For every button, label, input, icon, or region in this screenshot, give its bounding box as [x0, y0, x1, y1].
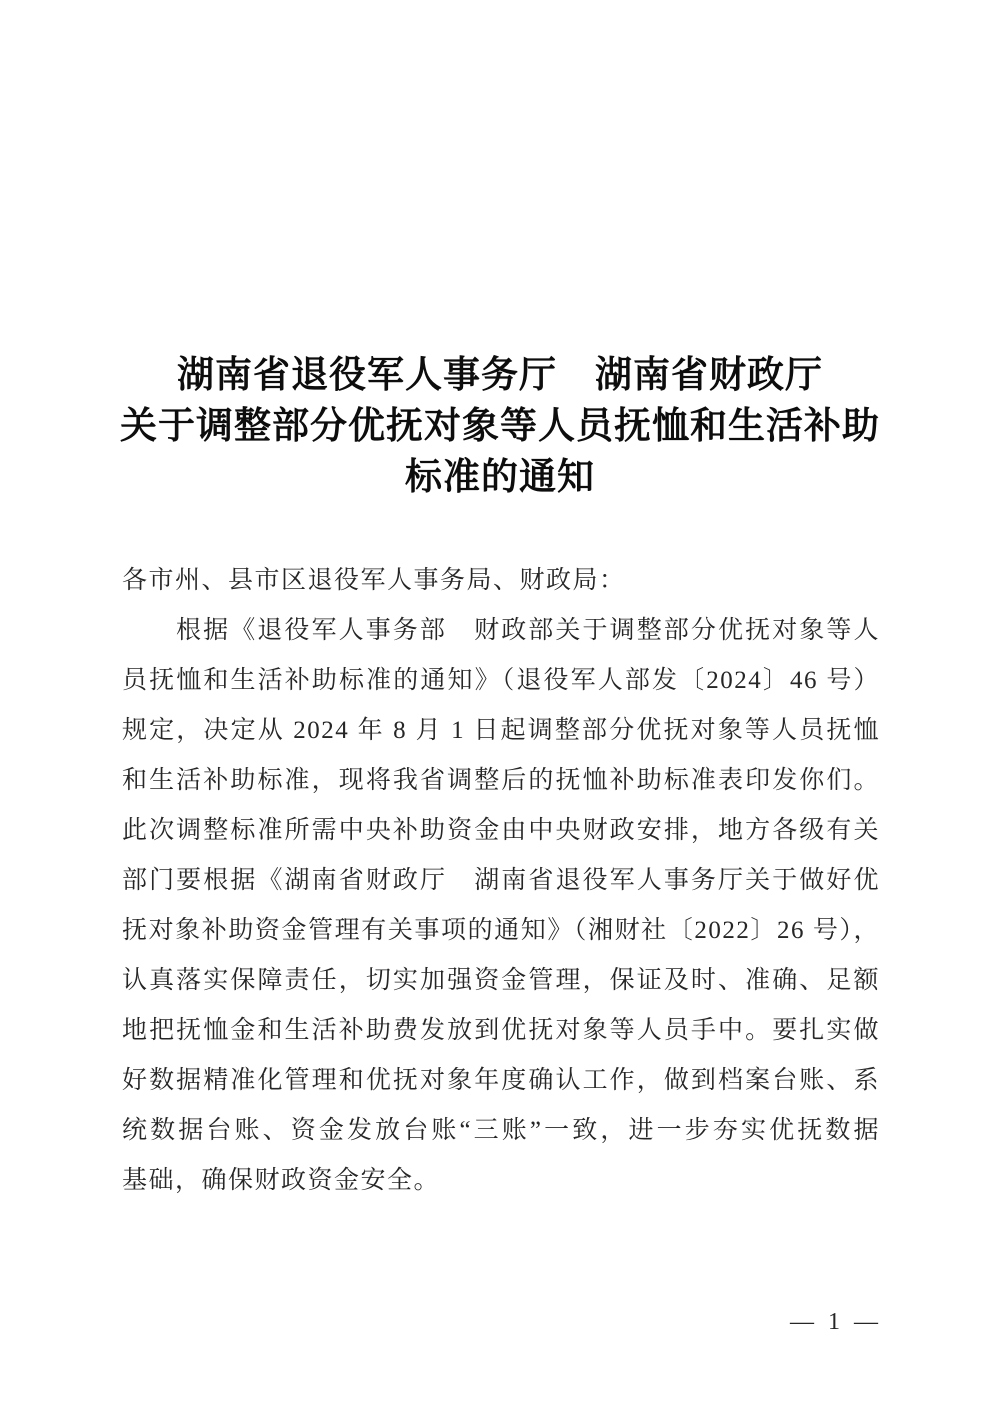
paragraph-line: 统数据台账、资金发放台账“三账”一致，进一步夯实优抚数据	[122, 1117, 880, 1144]
title-line-3: 标准的通知	[405, 457, 595, 498]
document-body	[122, 556, 880, 1206]
paragraph-line-last: 基础，确保财政资金安全。	[122, 1167, 441, 1194]
paragraph-line: 地把抚恤金和生活补助费发放到优抚对象等人员手中。要扎实做	[122, 1017, 880, 1044]
paragraph-line: 员抚恤和生活补助标准的通知》（退役军人部发〔2024〕46 号）	[122, 667, 880, 694]
document-title	[0, 350, 1000, 503]
paragraph-line: 此次调整标准所需中央补助资金由中央财政安排，地方各级有关	[122, 817, 880, 844]
paragraph-line: 好数据精准化管理和优抚对象年度确认工作，做到档案台账、系	[122, 1067, 880, 1094]
page-number: — 1 —	[790, 1309, 882, 1335]
paragraph-line: 和生活补助标准，现将我省调整后的抚恤补助标准表印发你们。	[122, 767, 880, 794]
paragraph-line: 规定，决定从 2024 年 8 月 1 日起调整部分优抚对象等人员抚恤	[122, 717, 880, 744]
paragraph-line: 根据《退役军人事务部 财政部关于调整部分优抚对象等人	[176, 617, 880, 644]
title-line-1: 湖南省退役军人事务厅 湖南省财政厅	[177, 355, 823, 396]
paragraph-line: 抚对象补助资金管理有关事项的通知》（湘财社〔2022〕26 号），	[122, 917, 880, 944]
salutation: 各市州、县市区退役军人事务局、财政局：	[122, 567, 626, 594]
paragraph-line: 部门要根据《湖南省财政厅 湖南省退役军人事务厅关于做好优	[122, 867, 880, 894]
title-line-2: 关于调整部分优抚对象等人员抚恤和生活补助	[120, 406, 880, 447]
paragraph-line: 认真落实保障责任，切实加强资金管理，保证及时、准确、足额	[122, 967, 880, 994]
